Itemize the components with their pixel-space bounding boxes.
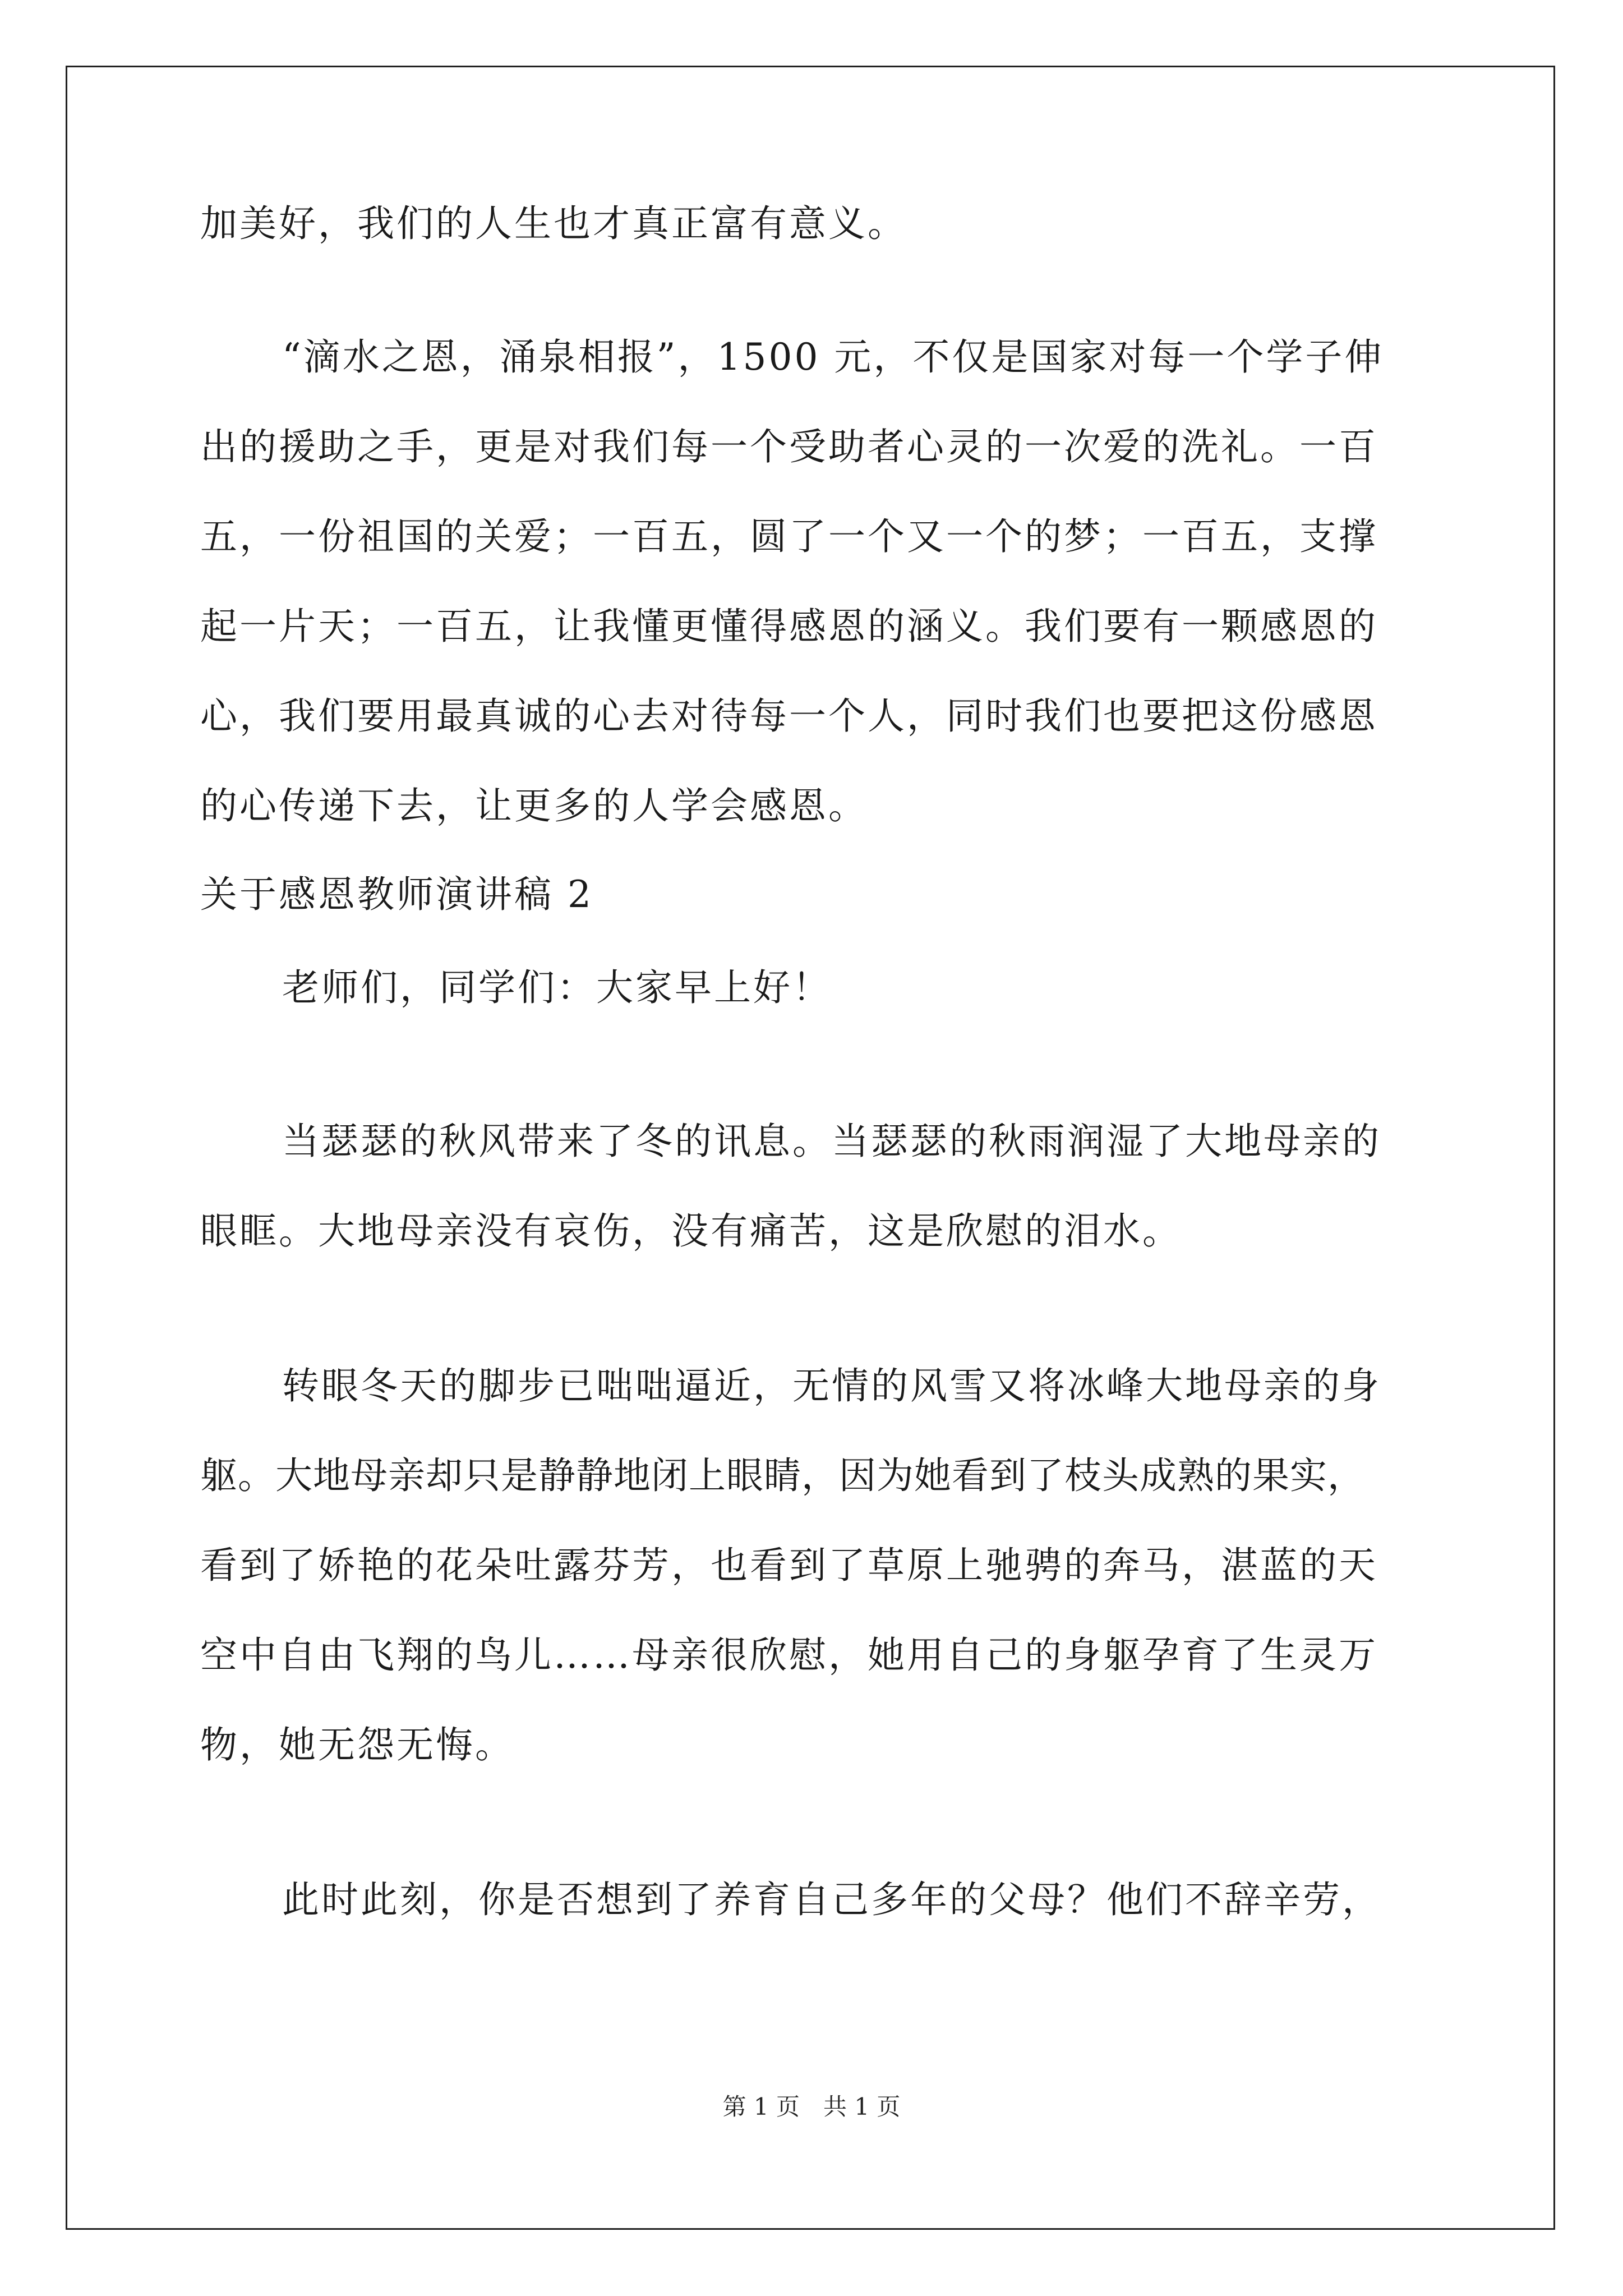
paragraph-line: 的心传递下去，让更多的人学会感恩。 bbox=[200, 784, 868, 827]
paragraph-line: 躯。大地母亲却只是静静地闭上眼睛，因为她看到了枝头成熟的果实， bbox=[200, 1454, 1365, 1497]
paragraph-line: 当瑟瑟的秋风带来了冬的讯息。当瑟瑟的秋雨润湿了大地母亲的 bbox=[282, 1120, 1381, 1163]
paragraph-line: 看到了娇艳的花朵吐露芬芳，也看到了草原上驰骋的奔马，湛蓝的天 bbox=[200, 1544, 1378, 1587]
paragraph-line: 起一片天；一百五，让我懂更懂得感恩的涵义。我们要有一颗感恩的 bbox=[200, 605, 1378, 648]
paragraph-line: 加美好，我们的人生也才真正富有意义。 bbox=[200, 202, 907, 245]
paragraph-line: 出的援助之手，更是对我们每一个受助者心灵的一次爱的洗礼。一百 bbox=[200, 425, 1378, 468]
paragraph-line: 转眼冬天的脚步已咄咄逼近，无情的风雪又将冰峰大地母亲的身 bbox=[282, 1364, 1381, 1407]
paragraph-line: 此时此刻，你是否想到了养育自己多年的父母？他们不辞辛劳， bbox=[282, 1878, 1381, 1921]
section-heading: 关于感恩教师演讲稿 2 bbox=[200, 873, 593, 916]
paragraph-line: 心，我们要用最真诚的心去对待每一个人，同时我们也要把这份感恩 bbox=[200, 694, 1378, 738]
page-footer: 第 1 页 共 1 页 bbox=[722, 2093, 901, 2120]
paragraph-line: 老师们，同学们：大家早上好！ bbox=[282, 966, 832, 1009]
paragraph-line: 眼眶。大地母亲没有哀伤，没有痛苦，这是欣慰的泪水。 bbox=[200, 1209, 1182, 1253]
paragraph-line: “滴水之恩，涌泉相报”，1500 元，不仅是国家对每一个学子伸 bbox=[282, 335, 1384, 379]
paragraph-line: 空中自由飞翔的鸟儿……母亲很欣慰，她用自己的身躯孕育了生灵万 bbox=[200, 1634, 1378, 1677]
paragraph-line: 物，她无怨无悔。 bbox=[200, 1723, 514, 1766]
paragraph-line: 五，一份祖国的关爱；一百五，圆了一个又一个的梦；一百五，支撑 bbox=[200, 515, 1378, 558]
